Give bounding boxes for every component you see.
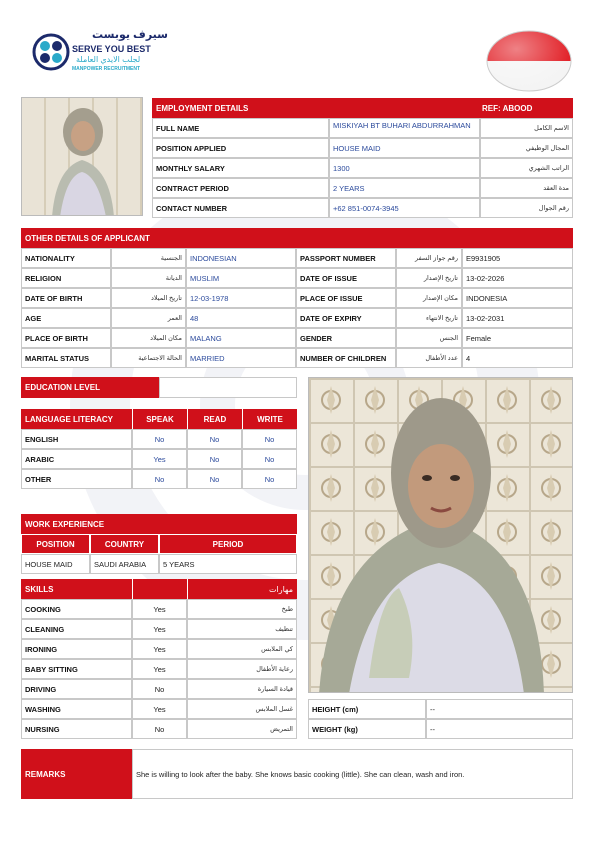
language-row-value: No xyxy=(242,469,297,489)
other-left-arabic-label: الجنسية xyxy=(111,248,186,268)
skill-name: IRONING xyxy=(21,639,132,659)
employment-row-arabic-label: الراتب الشهري xyxy=(480,158,573,178)
employment-row-arabic-label: المجال الوظيفي xyxy=(480,138,573,158)
employment-row-label: MONTHLY SALARY xyxy=(152,158,329,178)
brand-name: SERVE YOU BEST xyxy=(72,44,151,54)
other-right-value: INDONESIA xyxy=(462,288,573,308)
company-logo xyxy=(32,29,182,76)
height-value: -- xyxy=(426,699,573,719)
skill-name: WASHING xyxy=(21,699,132,719)
other-left-arabic-label: الحالة الاجتماعية xyxy=(111,348,186,368)
skill-name: NURSING xyxy=(21,719,132,739)
language-row-name: OTHER xyxy=(21,469,132,489)
employment-row-value: MISKIYAH BT BUHARI ABDURRAHMAN xyxy=(329,118,480,138)
language-literacy-header: LANGUAGE LITERACY xyxy=(21,409,132,429)
other-left-label: DATE OF BIRTH xyxy=(21,288,111,308)
applicant-portrait-large-illustration xyxy=(309,378,573,693)
work-row-value: 5 YEARS xyxy=(159,554,297,574)
other-left-label: NATIONALITY xyxy=(21,248,111,268)
employment-row-value: +62 851-0074-3945 xyxy=(329,198,480,218)
language-row-value: No xyxy=(187,429,242,449)
language-column-header: WRITE xyxy=(242,409,297,429)
other-right-arabic-label: مكان الإصدار xyxy=(396,288,462,308)
other-right-arabic-label: الجنس xyxy=(396,328,462,348)
employment-details-title: EMPLOYMENT DETAILS xyxy=(156,103,249,113)
other-right-label: PLACE OF ISSUE xyxy=(296,288,396,308)
education-level-header: EDUCATION LEVEL xyxy=(21,377,159,398)
work-column-header: POSITION xyxy=(21,534,90,554)
other-right-label: GENDER xyxy=(296,328,396,348)
skill-value: Yes xyxy=(132,659,187,679)
work-column-header: PERIOD xyxy=(159,534,297,554)
brand-arabic-name: سيرف يوبست xyxy=(92,29,168,41)
remarks-label: REMARKS xyxy=(21,749,132,799)
employment-row-arabic-label: مدة العقد xyxy=(480,178,573,198)
other-right-label: PASSPORT NUMBER xyxy=(296,248,396,268)
language-row-name: ENGLISH xyxy=(21,429,132,449)
language-row-value: No xyxy=(242,429,297,449)
skill-arabic-name: قيادة السيارة xyxy=(187,679,297,699)
remarks-text: She is willing to look after the baby. She knows basic cooking (little). She can clean, wash and iron. xyxy=(132,749,573,799)
other-right-arabic-label: رقم جواز السفر xyxy=(396,248,462,268)
other-left-value: MARRIED xyxy=(186,348,296,368)
weight-label: WEIGHT (kg) xyxy=(308,719,426,739)
employment-row-label: FULL NAME xyxy=(152,118,329,138)
applicant-photo-large xyxy=(308,377,573,693)
other-right-label: NUMBER OF CHILDREN xyxy=(296,348,396,368)
skill-value: Yes xyxy=(132,639,187,659)
skill-value: Yes xyxy=(132,699,187,719)
indonesia-flag-icon xyxy=(486,30,572,92)
employment-details-header xyxy=(152,98,573,118)
brand-arabic-tagline: لجلب الايدي العاملة xyxy=(76,55,141,64)
skill-arabic-name: رعاية الأطفال xyxy=(187,659,297,679)
skill-arabic-name: غسل الملابس xyxy=(187,699,297,719)
language-row-name: ARABIC xyxy=(21,449,132,469)
skill-name: CLEANING xyxy=(21,619,132,639)
other-left-value: 48 xyxy=(186,308,296,328)
language-row-value: No xyxy=(242,449,297,469)
applicant-photo-small xyxy=(21,97,143,216)
education-level-value xyxy=(159,377,297,398)
language-row-value: No xyxy=(132,469,187,489)
language-row-value: No xyxy=(187,449,242,469)
language-column-header: SPEAK xyxy=(132,409,187,429)
other-right-value: 13-02-2031 xyxy=(462,308,573,328)
other-left-value: MALANG xyxy=(186,328,296,348)
work-row-value: SAUDI ARABIA xyxy=(90,554,159,574)
other-left-arabic-label: تاريخ الميلاد xyxy=(111,288,186,308)
employment-row-label: CONTRACT PERIOD xyxy=(152,178,329,198)
skill-arabic-name: التمريض xyxy=(187,719,297,739)
height-label: HEIGHT (cm) xyxy=(308,699,426,719)
employment-row-value: HOUSE MAID xyxy=(329,138,480,158)
skill-name: BABY SITTING xyxy=(21,659,132,679)
other-left-label: MARITAL STATUS xyxy=(21,348,111,368)
language-row-value: Yes xyxy=(132,449,187,469)
employment-row-value: 2 YEARS xyxy=(329,178,480,198)
employment-row-label: POSITION APPLIED xyxy=(152,138,329,158)
skill-name: COOKING xyxy=(21,599,132,619)
skills-header-spacer xyxy=(132,579,187,599)
skill-value: No xyxy=(132,679,187,699)
other-right-value: 13-02-2026 xyxy=(462,268,573,288)
employment-row-arabic-label: رقم الجوال xyxy=(480,198,573,218)
other-right-label: DATE OF EXPIRY xyxy=(296,308,396,328)
work-experience-header: WORK EXPERIENCE xyxy=(21,514,297,534)
skill-arabic-name: تنظيف xyxy=(187,619,297,639)
weight-value: -- xyxy=(426,719,573,739)
skill-arabic-name: كي الملابس xyxy=(187,639,297,659)
work-column-header: COUNTRY xyxy=(90,534,159,554)
other-left-value: 12-03-1978 xyxy=(186,288,296,308)
other-right-label: DATE OF ISSUE xyxy=(296,268,396,288)
other-left-label: RELIGION xyxy=(21,268,111,288)
skills-header: SKILLS xyxy=(21,579,132,599)
employment-row-arabic-label: الاسم الكامل xyxy=(480,118,573,138)
brand-tagline: MANPOWER RECRUITMENT xyxy=(72,66,141,72)
skill-value: Yes xyxy=(132,599,187,619)
skill-value: No xyxy=(132,719,187,739)
employment-row-label: CONTACT NUMBER xyxy=(152,198,329,218)
skill-name: DRIVING xyxy=(21,679,132,699)
skills-arabic-header: مهارات xyxy=(187,579,297,599)
other-left-label: AGE xyxy=(21,308,111,328)
serve-you-best-logo-icon xyxy=(32,32,70,72)
applicant-portrait-illustration xyxy=(22,98,143,216)
other-right-value: E9931905 xyxy=(462,248,573,268)
other-left-arabic-label: الديانة xyxy=(111,268,186,288)
other-left-value: INDONESIAN xyxy=(186,248,296,268)
skill-arabic-name: طبخ xyxy=(187,599,297,619)
other-details-header: OTHER DETAILS OF APPLICANT xyxy=(21,228,573,248)
skill-value: Yes xyxy=(132,619,187,639)
other-left-label: PLACE OF BIRTH xyxy=(21,328,111,348)
other-left-value: MUSLIM xyxy=(186,268,296,288)
other-left-arabic-label: العمر xyxy=(111,308,186,328)
employment-row-value: 1300 xyxy=(329,158,480,178)
reference-number: REF: ABOOD xyxy=(482,103,533,113)
other-right-arabic-label: تاريخ الإصدار xyxy=(396,268,462,288)
other-right-arabic-label: عدد الأطفال xyxy=(396,348,462,368)
work-row-value: HOUSE MAID xyxy=(21,554,90,574)
language-row-value: No xyxy=(187,469,242,489)
language-column-header: READ xyxy=(187,409,242,429)
other-right-value: Female xyxy=(462,328,573,348)
other-left-arabic-label: مكان الميلاد xyxy=(111,328,186,348)
other-right-value: 4 xyxy=(462,348,573,368)
other-right-arabic-label: تاريخ الانتهاء xyxy=(396,308,462,328)
language-row-value: No xyxy=(132,429,187,449)
